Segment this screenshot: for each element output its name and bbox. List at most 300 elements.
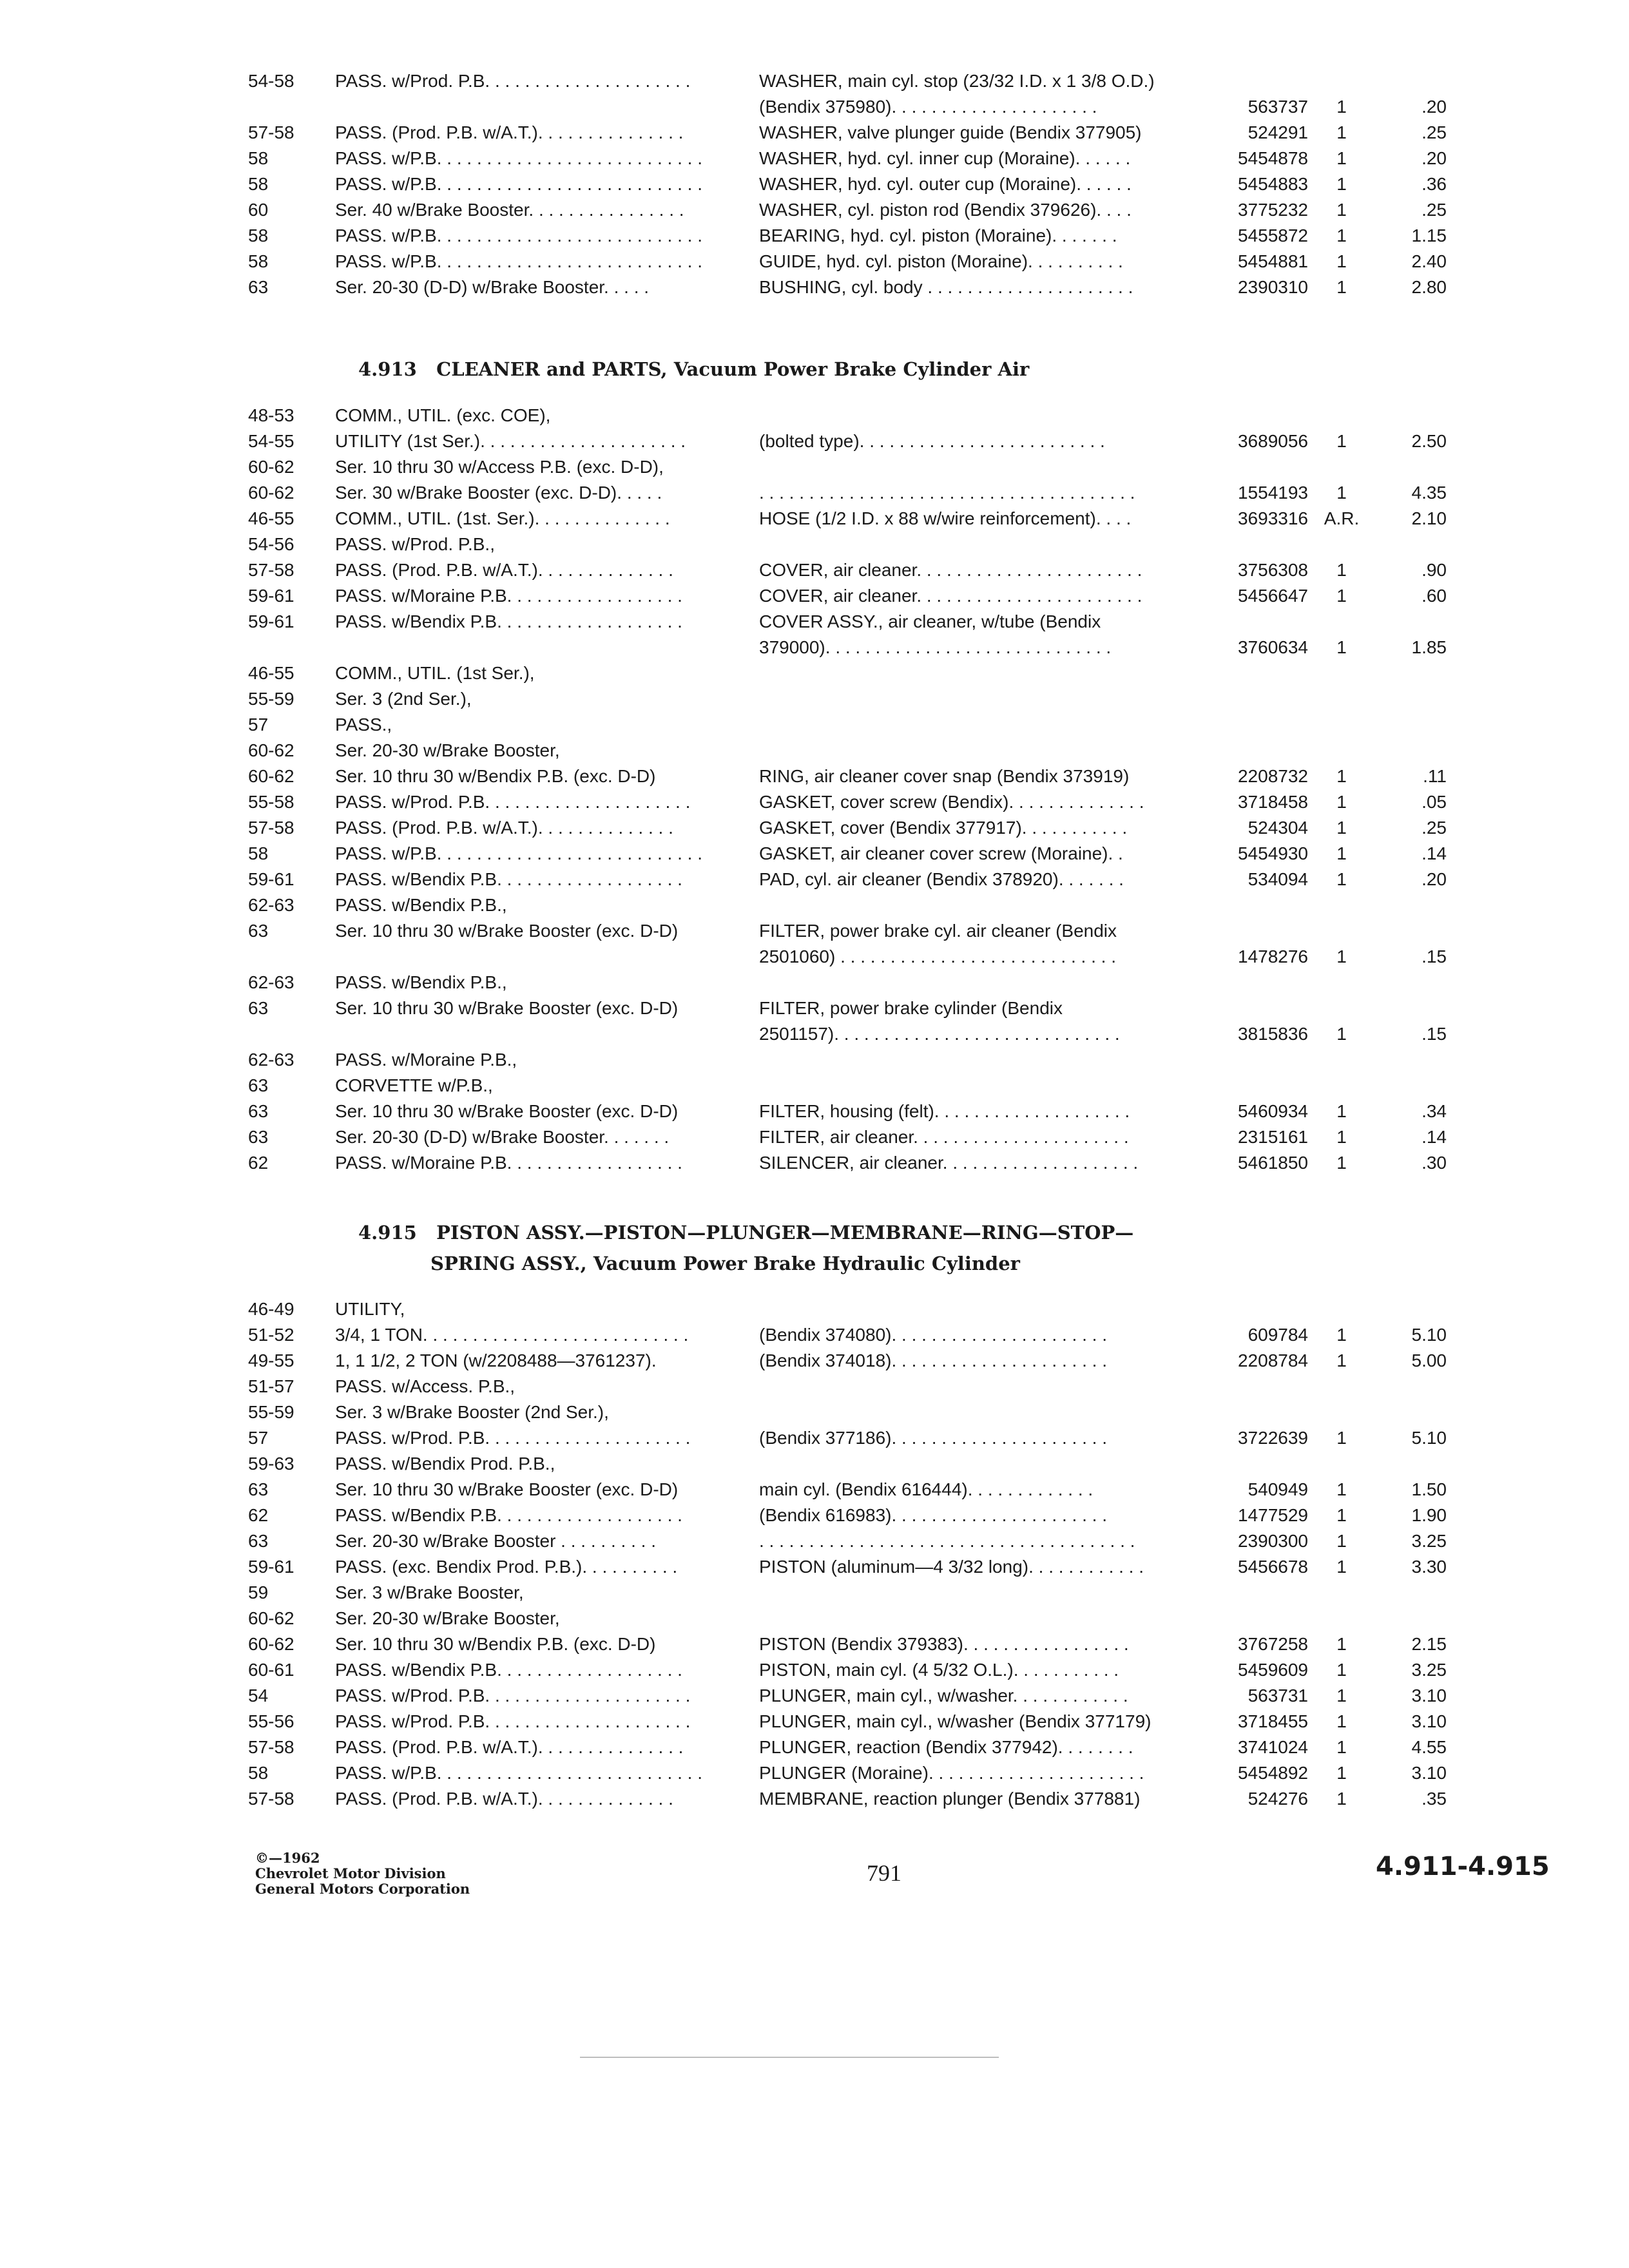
- application: COMM., UTIL. (1st. Ser.). . . . . . . . . . . . . .: [335, 508, 670, 528]
- list-price: 5.00: [1411, 1350, 1447, 1370]
- table-row: [0, 815, 1629, 841]
- part-description: GASKET, air cleaner cover screw (Moraine). .: [759, 843, 1123, 863]
- part-description: PLUNGER, reaction (Bendix 377942). . . . . . . .: [759, 1737, 1133, 1757]
- part-number: 3722639: [1237, 1428, 1308, 1448]
- list-price: 5.10: [1411, 1428, 1447, 1448]
- part-description: FILTER, air cleaner. . . . . . . . . . . . . . . . . . . . . .: [759, 1127, 1129, 1147]
- quantity: 1: [1336, 1101, 1347, 1121]
- quantity: 1: [1336, 1479, 1347, 1499]
- part-number: 3767258: [1237, 1634, 1308, 1654]
- part-number: 5454881: [1237, 251, 1308, 271]
- section-range: 4.911-4.915: [1376, 1852, 1550, 1881]
- application: PASS. w/Bendix P.B. . . . . . . . . . . . . . . . . . .: [335, 869, 682, 889]
- table-row: [0, 1124, 1629, 1150]
- model-years: 59-63: [248, 1454, 294, 1474]
- list-price: 2.50: [1411, 431, 1447, 451]
- model-years: 60-61: [248, 1660, 294, 1680]
- application: PASS. w/Bendix P.B.,: [335, 895, 507, 915]
- part-number: 2390310: [1237, 277, 1308, 297]
- part-description: (Bendix 375980). . . . . . . . . . . . . . . . . . . . .: [759, 97, 1097, 117]
- model-years: 63: [248, 921, 269, 941]
- model-years: 63: [248, 1479, 269, 1499]
- model-years: 60-62: [248, 1634, 294, 1654]
- table-row: [0, 635, 1629, 660]
- table-row: [0, 1047, 1629, 1073]
- part-number: 563731: [1248, 1686, 1308, 1706]
- quantity: 1: [1336, 200, 1347, 220]
- quantity: 1: [1336, 1634, 1347, 1654]
- table-row: [0, 1073, 1629, 1099]
- list-price: 1.90: [1411, 1505, 1447, 1525]
- application: PASS.,: [335, 715, 392, 735]
- list-price: .05: [1422, 792, 1447, 812]
- table-row: [0, 1657, 1629, 1683]
- model-years: 55-58: [248, 792, 294, 812]
- table-row: [0, 944, 1629, 970]
- table-row: [0, 764, 1629, 789]
- part-description: 2501060) . . . . . . . . . . . . . . . . . . . . . . . . . . . .: [759, 947, 1116, 966]
- list-price: 4.35: [1411, 483, 1447, 503]
- table-row: [0, 120, 1629, 146]
- part-description: MEMBRANE, reaction plunger (Bendix 377881): [759, 1789, 1141, 1809]
- table-row: [0, 428, 1629, 454]
- application: PASS. (Prod. P.B. w/A.T.). . . . . . . . . . . . . . .: [335, 122, 684, 142]
- model-years: 62-63: [248, 895, 294, 915]
- table-row: [0, 1735, 1629, 1760]
- list-price: 3.10: [1411, 1711, 1447, 1731]
- table-row: [0, 532, 1629, 557]
- application: Ser. 10 thru 30 w/Bendix P.B. (exc. D-D): [335, 766, 656, 786]
- section-heading-4915-line2: [430, 1253, 1020, 1274]
- table-row: [0, 712, 1629, 738]
- application: PASS. w/Bendix P.B. . . . . . . . . . . . . . . . . . .: [335, 611, 682, 631]
- model-years: 60-62: [248, 740, 294, 760]
- quantity: 1: [1336, 1737, 1347, 1757]
- model-years: 60-62: [248, 766, 294, 786]
- application: PASS. (Prod. P.B. w/A.T.). . . . . . . . . . . . . .: [335, 1789, 673, 1809]
- application: PASS. w/Moraine P.B.,: [335, 1050, 517, 1070]
- table-row: [0, 171, 1629, 197]
- part-description: WASHER, cyl. piston rod (Bendix 379626). . . .: [759, 200, 1132, 220]
- quantity: 1: [1336, 766, 1347, 786]
- model-years: 60-62: [248, 457, 294, 477]
- application: COMM., UTIL. (1st Ser.),: [335, 663, 535, 683]
- model-years: 62-63: [248, 972, 294, 992]
- parts-table-4915: [0, 1296, 1629, 1812]
- quantity: 1: [1336, 869, 1347, 889]
- list-price: 1.15: [1411, 226, 1447, 245]
- list-price: .90: [1422, 560, 1447, 580]
- application: PASS. w/P.B. . . . . . . . . . . . . . . . . . . . . . . . . . .: [335, 843, 703, 863]
- model-years: 59-61: [248, 611, 294, 631]
- model-years: 54-58: [248, 71, 294, 91]
- part-number: 609784: [1248, 1325, 1308, 1345]
- table-row: [0, 1760, 1629, 1786]
- section-number: 4.913: [358, 358, 417, 380]
- part-description: . . . . . . . . . . . . . . . . . . . . . . . . . . . . . . . . . . . . . .: [759, 483, 1135, 503]
- part-description: RING, air cleaner cover snap (Bendix 373919): [759, 766, 1130, 786]
- list-price: .15: [1422, 1024, 1447, 1044]
- quantity: 1: [1336, 226, 1347, 245]
- list-price: .20: [1422, 869, 1447, 889]
- model-years: 57: [248, 1428, 269, 1448]
- model-years: 46-49: [248, 1299, 294, 1319]
- list-price: 3.30: [1411, 1557, 1447, 1577]
- quantity: 1: [1336, 1325, 1347, 1345]
- application: Ser. 3 (2nd Ser.),: [335, 689, 472, 709]
- application: Ser. 3 w/Brake Booster,: [335, 1582, 524, 1602]
- table-row: [0, 480, 1629, 506]
- list-price: .30: [1422, 1153, 1447, 1173]
- quantity: 1: [1336, 818, 1347, 838]
- quantity: A.R.: [1324, 508, 1360, 528]
- part-description: . . . . . . . . . . . . . . . . . . . . . . . . . . . . . . . . . . . . . .: [759, 1531, 1135, 1551]
- model-years: 54-55: [248, 431, 294, 451]
- part-number: 1554193: [1237, 483, 1308, 503]
- division-text: Chevrolet Motor Division: [255, 1865, 446, 1881]
- part-number: 5456647: [1237, 586, 1308, 606]
- quantity: 1: [1336, 483, 1347, 503]
- application: CORVETTE w/P.B.,: [335, 1075, 493, 1095]
- table-row: [0, 68, 1629, 94]
- application: Ser. 10 thru 30 w/Brake Booster (exc. D-D): [335, 998, 679, 1018]
- model-years: 48-53: [248, 405, 294, 425]
- model-years: 57-58: [248, 122, 294, 142]
- list-price: 1.50: [1411, 1479, 1447, 1499]
- part-description: COVER ASSY., air cleaner, w/tube (Bendix: [759, 611, 1101, 631]
- quantity: 1: [1336, 1428, 1347, 1448]
- list-price: 2.15: [1411, 1634, 1447, 1654]
- table-row: [0, 1374, 1629, 1399]
- part-description: GASKET, cover (Bendix 377917). . . . . . . . . . .: [759, 818, 1128, 838]
- part-number: 5455872: [1237, 226, 1308, 245]
- table-row: [0, 918, 1629, 944]
- model-years: 63: [248, 1531, 269, 1551]
- table-row: [0, 1631, 1629, 1657]
- quantity: 1: [1336, 1557, 1347, 1577]
- table-row: [0, 1477, 1629, 1503]
- model-years: 49-55: [248, 1350, 294, 1370]
- quantity: 1: [1336, 1350, 1347, 1370]
- table-row: [0, 94, 1629, 120]
- part-number: 5454930: [1237, 843, 1308, 863]
- quantity: 1: [1336, 1763, 1347, 1783]
- model-years: 60: [248, 200, 269, 220]
- table-row: [0, 1425, 1629, 1451]
- section-heading-4913: [358, 358, 1029, 380]
- application: Ser. 10 thru 30 w/Access P.B. (exc. D-D),: [335, 457, 664, 477]
- table-row: [0, 557, 1629, 583]
- model-years: 57: [248, 715, 269, 735]
- application: PASS. w/Bendix P.B. . . . . . . . . . . . . . . . . . .: [335, 1660, 682, 1680]
- quantity: 1: [1336, 1024, 1347, 1044]
- table-row: [0, 1348, 1629, 1374]
- part-number: 5454878: [1237, 148, 1308, 168]
- table-row: [0, 1554, 1629, 1580]
- part-description: WASHER, valve plunger guide (Bendix 377905): [759, 122, 1142, 142]
- list-price: .34: [1422, 1101, 1447, 1121]
- part-description: (Bendix 374018). . . . . . . . . . . . . . . . . . . . . .: [759, 1350, 1107, 1370]
- part-description: HOSE (1/2 I.D. x 88 w/wire reinforcement). . . .: [759, 508, 1132, 528]
- part-description: PLUNGER (Moraine). . . . . . . . . . . . . . . . . . . . . .: [759, 1763, 1144, 1783]
- part-number: 3815836: [1237, 1024, 1308, 1044]
- part-number: 563737: [1248, 97, 1308, 117]
- application: Ser. 10 thru 30 w/Bendix P.B. (exc. D-D): [335, 1634, 656, 1654]
- model-years: 59-61: [248, 1557, 294, 1577]
- list-price: .14: [1422, 843, 1447, 863]
- model-years: 46-55: [248, 663, 294, 683]
- model-years: 63: [248, 998, 269, 1018]
- application: PASS. w/P.B. . . . . . . . . . . . . . . . . . . . . . . . . . .: [335, 226, 703, 245]
- table-row: [0, 583, 1629, 609]
- part-description: (Bendix 374080). . . . . . . . . . . . . . . . . . . . . .: [759, 1325, 1107, 1345]
- quantity: 1: [1336, 843, 1347, 863]
- list-price: .20: [1422, 148, 1447, 168]
- part-number: 2390300: [1237, 1531, 1308, 1551]
- application: Ser. 10 thru 30 w/Brake Booster (exc. D-D): [335, 1101, 679, 1121]
- table-row: [0, 249, 1629, 274]
- model-years: 58: [248, 1763, 269, 1783]
- quantity: 1: [1336, 122, 1347, 142]
- application: PASS. w/Bendix P.B.,: [335, 972, 507, 992]
- list-price: .15: [1422, 947, 1447, 966]
- list-price: .36: [1422, 174, 1447, 194]
- section-title: CLEANER and PARTS, Vacuum Power Brake Cylinder Air: [436, 358, 1030, 380]
- parts-table-continued: [0, 68, 1629, 300]
- part-description: PISTON, main cyl. (4 5/32 O.L.). . . . . . . . . . .: [759, 1660, 1119, 1680]
- quantity: 1: [1336, 1789, 1347, 1809]
- application: Ser. 40 w/Brake Booster. . . . . . . . . . . . . . . .: [335, 200, 684, 220]
- part-number: 3775232: [1237, 200, 1308, 220]
- list-price: 2.10: [1411, 508, 1447, 528]
- part-number: 524304: [1248, 818, 1308, 838]
- part-description: PISTON (Bendix 379383). . . . . . . . . . . . . . . . .: [759, 1634, 1129, 1654]
- table-row: [0, 738, 1629, 764]
- quantity: 1: [1336, 1660, 1347, 1680]
- table-row: [0, 1296, 1629, 1322]
- table-row: [0, 146, 1629, 171]
- model-years: 54-56: [248, 534, 294, 554]
- list-price: 5.10: [1411, 1325, 1447, 1345]
- application: Ser. 20-30 w/Brake Booster,: [335, 740, 560, 760]
- model-years: 59-61: [248, 586, 294, 606]
- table-row: [0, 1099, 1629, 1124]
- application: UTILITY (1st Ser.). . . . . . . . . . . . . . . . . . . . .: [335, 431, 686, 451]
- application: Ser. 10 thru 30 w/Brake Booster (exc. D-D): [335, 1479, 679, 1499]
- quantity: 1: [1336, 148, 1347, 168]
- application: PASS. w/Moraine P.B. . . . . . . . . . . . . . . . . .: [335, 586, 682, 606]
- application: Ser. 3 w/Brake Booster (2nd Ser.),: [335, 1402, 609, 1422]
- table-row: [0, 841, 1629, 867]
- model-years: 63: [248, 277, 269, 297]
- model-years: 62: [248, 1505, 269, 1525]
- application: PASS. w/Prod. P.B. . . . . . . . . . . . . . . . . . . . .: [335, 792, 691, 812]
- model-years: 60-62: [248, 483, 294, 503]
- quantity: 1: [1336, 637, 1347, 657]
- part-number: 3718458: [1237, 792, 1308, 812]
- application: 3/4, 1 TON. . . . . . . . . . . . . . . . . . . . . . . . . . .: [335, 1325, 689, 1345]
- table-row: [0, 403, 1629, 428]
- list-price: 2.40: [1411, 251, 1447, 271]
- table-row: [0, 1606, 1629, 1631]
- quantity: 1: [1336, 1531, 1347, 1551]
- list-price: .20: [1422, 97, 1447, 117]
- part-description: WASHER, main cyl. stop (23/32 I.D. x 1 3/8 O.D.): [759, 71, 1155, 91]
- part-number: 3718455: [1237, 1711, 1308, 1731]
- quantity: 1: [1336, 1711, 1347, 1731]
- table-row: [0, 1021, 1629, 1047]
- section-heading-4915: [358, 1222, 1133, 1244]
- part-description: SILENCER, air cleaner. . . . . . . . . . . . . . . . . . . .: [759, 1153, 1139, 1173]
- model-years: 58: [248, 843, 269, 863]
- model-years: 63: [248, 1101, 269, 1121]
- model-years: 63: [248, 1127, 269, 1147]
- application: Ser. 20-30 (D-D) w/Brake Booster. . . . . . .: [335, 1127, 670, 1147]
- list-price: .60: [1422, 586, 1447, 606]
- table-row: [0, 1683, 1629, 1709]
- application: PASS. w/Prod. P.B. . . . . . . . . . . . . . . . . . . . .: [335, 1428, 691, 1448]
- scan-artifact-line: [580, 2057, 999, 2058]
- list-price: 1.85: [1411, 637, 1447, 657]
- part-description: WASHER, hyd. cyl. inner cup (Moraine). . . . . .: [759, 148, 1131, 168]
- list-price: 3.25: [1411, 1531, 1447, 1551]
- list-price: .25: [1422, 122, 1447, 142]
- part-number: 5454892: [1237, 1763, 1308, 1783]
- part-number: 5456678: [1237, 1557, 1308, 1577]
- model-years: 51-52: [248, 1325, 294, 1345]
- quantity: 1: [1336, 560, 1347, 580]
- list-price: .35: [1422, 1789, 1447, 1809]
- part-number: 3689056: [1237, 431, 1308, 451]
- application: PASS. w/Access. P.B.,: [335, 1376, 516, 1396]
- application: PASS. w/Prod. P.B. . . . . . . . . . . . . . . . . . . . .: [335, 1686, 691, 1706]
- quantity: 1: [1336, 251, 1347, 271]
- application: PASS. w/P.B. . . . . . . . . . . . . . . . . . . . . . . . . . .: [335, 174, 703, 194]
- corporation-text: General Motors Corporation: [255, 1881, 470, 1897]
- table-row: [0, 686, 1629, 712]
- table-row: [0, 1150, 1629, 1176]
- part-number: 540949: [1248, 1479, 1308, 1499]
- part-description: GASKET, cover screw (Bendix). . . . . . . . . . . . . .: [759, 792, 1144, 812]
- part-number: 5460934: [1237, 1101, 1308, 1121]
- model-years: 55-59: [248, 689, 294, 709]
- part-number: 534094: [1248, 869, 1308, 889]
- model-years: 54: [248, 1686, 269, 1706]
- quantity: 1: [1336, 97, 1347, 117]
- quantity: 1: [1336, 431, 1347, 451]
- part-description: (Bendix 616983). . . . . . . . . . . . . . . . . . . . . .: [759, 1505, 1107, 1525]
- table-row: [0, 1580, 1629, 1606]
- part-description: (Bendix 377186). . . . . . . . . . . . . . . . . . . . . .: [759, 1428, 1107, 1448]
- copyright-text: ©—1962: [255, 1850, 320, 1866]
- quantity: 1: [1336, 277, 1347, 297]
- table-row: [0, 995, 1629, 1021]
- model-years: 51-57: [248, 1376, 294, 1396]
- table-row: [0, 1528, 1629, 1554]
- application: PASS. (Prod. P.B. w/A.T.). . . . . . . . . . . . . . .: [335, 1737, 684, 1757]
- model-years: 62: [248, 1153, 269, 1173]
- list-price: 3.10: [1411, 1686, 1447, 1706]
- part-description: FILTER, power brake cyl. air cleaner (Bendix: [759, 921, 1117, 941]
- application: 1, 1 1/2, 2 TON (w/2208488—3761237).: [335, 1350, 657, 1370]
- parts-table-4913: [0, 403, 1629, 1176]
- application: Ser. 10 thru 30 w/Brake Booster (exc. D-D): [335, 921, 679, 941]
- part-number: 524276: [1248, 1789, 1308, 1809]
- part-description: 2501157). . . . . . . . . . . . . . . . . . . . . . . . . . . . .: [759, 1024, 1120, 1044]
- section-number: 4.915: [358, 1222, 417, 1244]
- model-years: 59: [248, 1582, 269, 1602]
- part-description: FILTER, housing (felt). . . . . . . . . . . . . . . . . . . .: [759, 1101, 1130, 1121]
- application: PASS. w/Bendix P.B. . . . . . . . . . . . . . . . . . .: [335, 1505, 682, 1525]
- table-row: [0, 223, 1629, 249]
- application: Ser. 20-30 w/Brake Booster,: [335, 1608, 560, 1628]
- application: UTILITY,: [335, 1299, 405, 1319]
- application: PASS. w/Prod. P.B. . . . . . . . . . . . . . . . . . . . .: [335, 1711, 691, 1731]
- part-number: 5454883: [1237, 174, 1308, 194]
- quantity: 1: [1336, 1127, 1347, 1147]
- table-row: [0, 1786, 1629, 1812]
- model-years: 57-58: [248, 1737, 294, 1757]
- quantity: 1: [1336, 1153, 1347, 1173]
- list-price: 3.10: [1411, 1763, 1447, 1783]
- application: PASS. w/Prod. P.B.,: [335, 534, 495, 554]
- quantity: 1: [1336, 1505, 1347, 1525]
- table-row: [0, 1503, 1629, 1528]
- model-years: 62-63: [248, 1050, 294, 1070]
- list-price: 4.55: [1411, 1737, 1447, 1757]
- application: PASS. w/Moraine P.B. . . . . . . . . . . . . . . . . .: [335, 1153, 682, 1173]
- part-description: PLUNGER, main cyl., w/washer (Bendix 377179): [759, 1711, 1152, 1731]
- model-years: 55-56: [248, 1711, 294, 1731]
- table-row: [0, 506, 1629, 532]
- part-description: PISTON (aluminum—4 3/32 long). . . . . . . . . . . .: [759, 1557, 1144, 1577]
- part-description: PLUNGER, main cyl., w/washer. . . . . . . . . . . .: [759, 1686, 1128, 1706]
- part-number: 524291: [1248, 122, 1308, 142]
- quantity: 1: [1336, 586, 1347, 606]
- section-title: PISTON ASSY.—PISTON—PLUNGER—MEMBRANE—RING—STOP—: [436, 1222, 1134, 1244]
- list-price: .25: [1422, 818, 1447, 838]
- table-row: [0, 1322, 1629, 1348]
- part-number: 1477529: [1237, 1505, 1308, 1525]
- table-row: [0, 1399, 1629, 1425]
- section-title-continued: SPRING ASSY., Vacuum Power Brake Hydraulic Cylinder: [430, 1253, 1020, 1274]
- quantity: 1: [1336, 792, 1347, 812]
- list-price: 3.25: [1411, 1660, 1447, 1680]
- model-years: 59-61: [248, 869, 294, 889]
- model-years: 55-59: [248, 1402, 294, 1422]
- list-price: .11: [1423, 766, 1447, 786]
- model-years: 46-55: [248, 508, 294, 528]
- list-price: .25: [1422, 200, 1447, 220]
- part-number: 3756308: [1237, 560, 1308, 580]
- part-description: main cyl. (Bendix 616444). . . . . . . . . . . . .: [759, 1479, 1094, 1499]
- part-number: 2208732: [1237, 766, 1308, 786]
- part-number: 3760634: [1237, 637, 1308, 657]
- application: PASS. w/Bendix Prod. P.B.,: [335, 1454, 555, 1474]
- part-description: (bolted type). . . . . . . . . . . . . . . . . . . . . . . . .: [759, 431, 1105, 451]
- model-years: 60-62: [248, 1608, 294, 1628]
- part-description: WASHER, hyd. cyl. outer cup (Moraine). . . . . .: [759, 174, 1132, 194]
- application: PASS. w/P.B. . . . . . . . . . . . . . . . . . . . . . . . . . .: [335, 148, 703, 168]
- part-description: COVER, air cleaner. . . . . . . . . . . . . . . . . . . . . . .: [759, 586, 1142, 606]
- table-row: [0, 970, 1629, 995]
- footer-credits: [255, 1850, 470, 1897]
- list-price: .14: [1422, 1127, 1447, 1147]
- application: COMM., UTIL. (exc. COE),: [335, 405, 551, 425]
- application: PASS. w/P.B. . . . . . . . . . . . . . . . . . . . . . . . . . .: [335, 1763, 703, 1783]
- table-row: [0, 454, 1629, 480]
- table-row: [0, 609, 1629, 635]
